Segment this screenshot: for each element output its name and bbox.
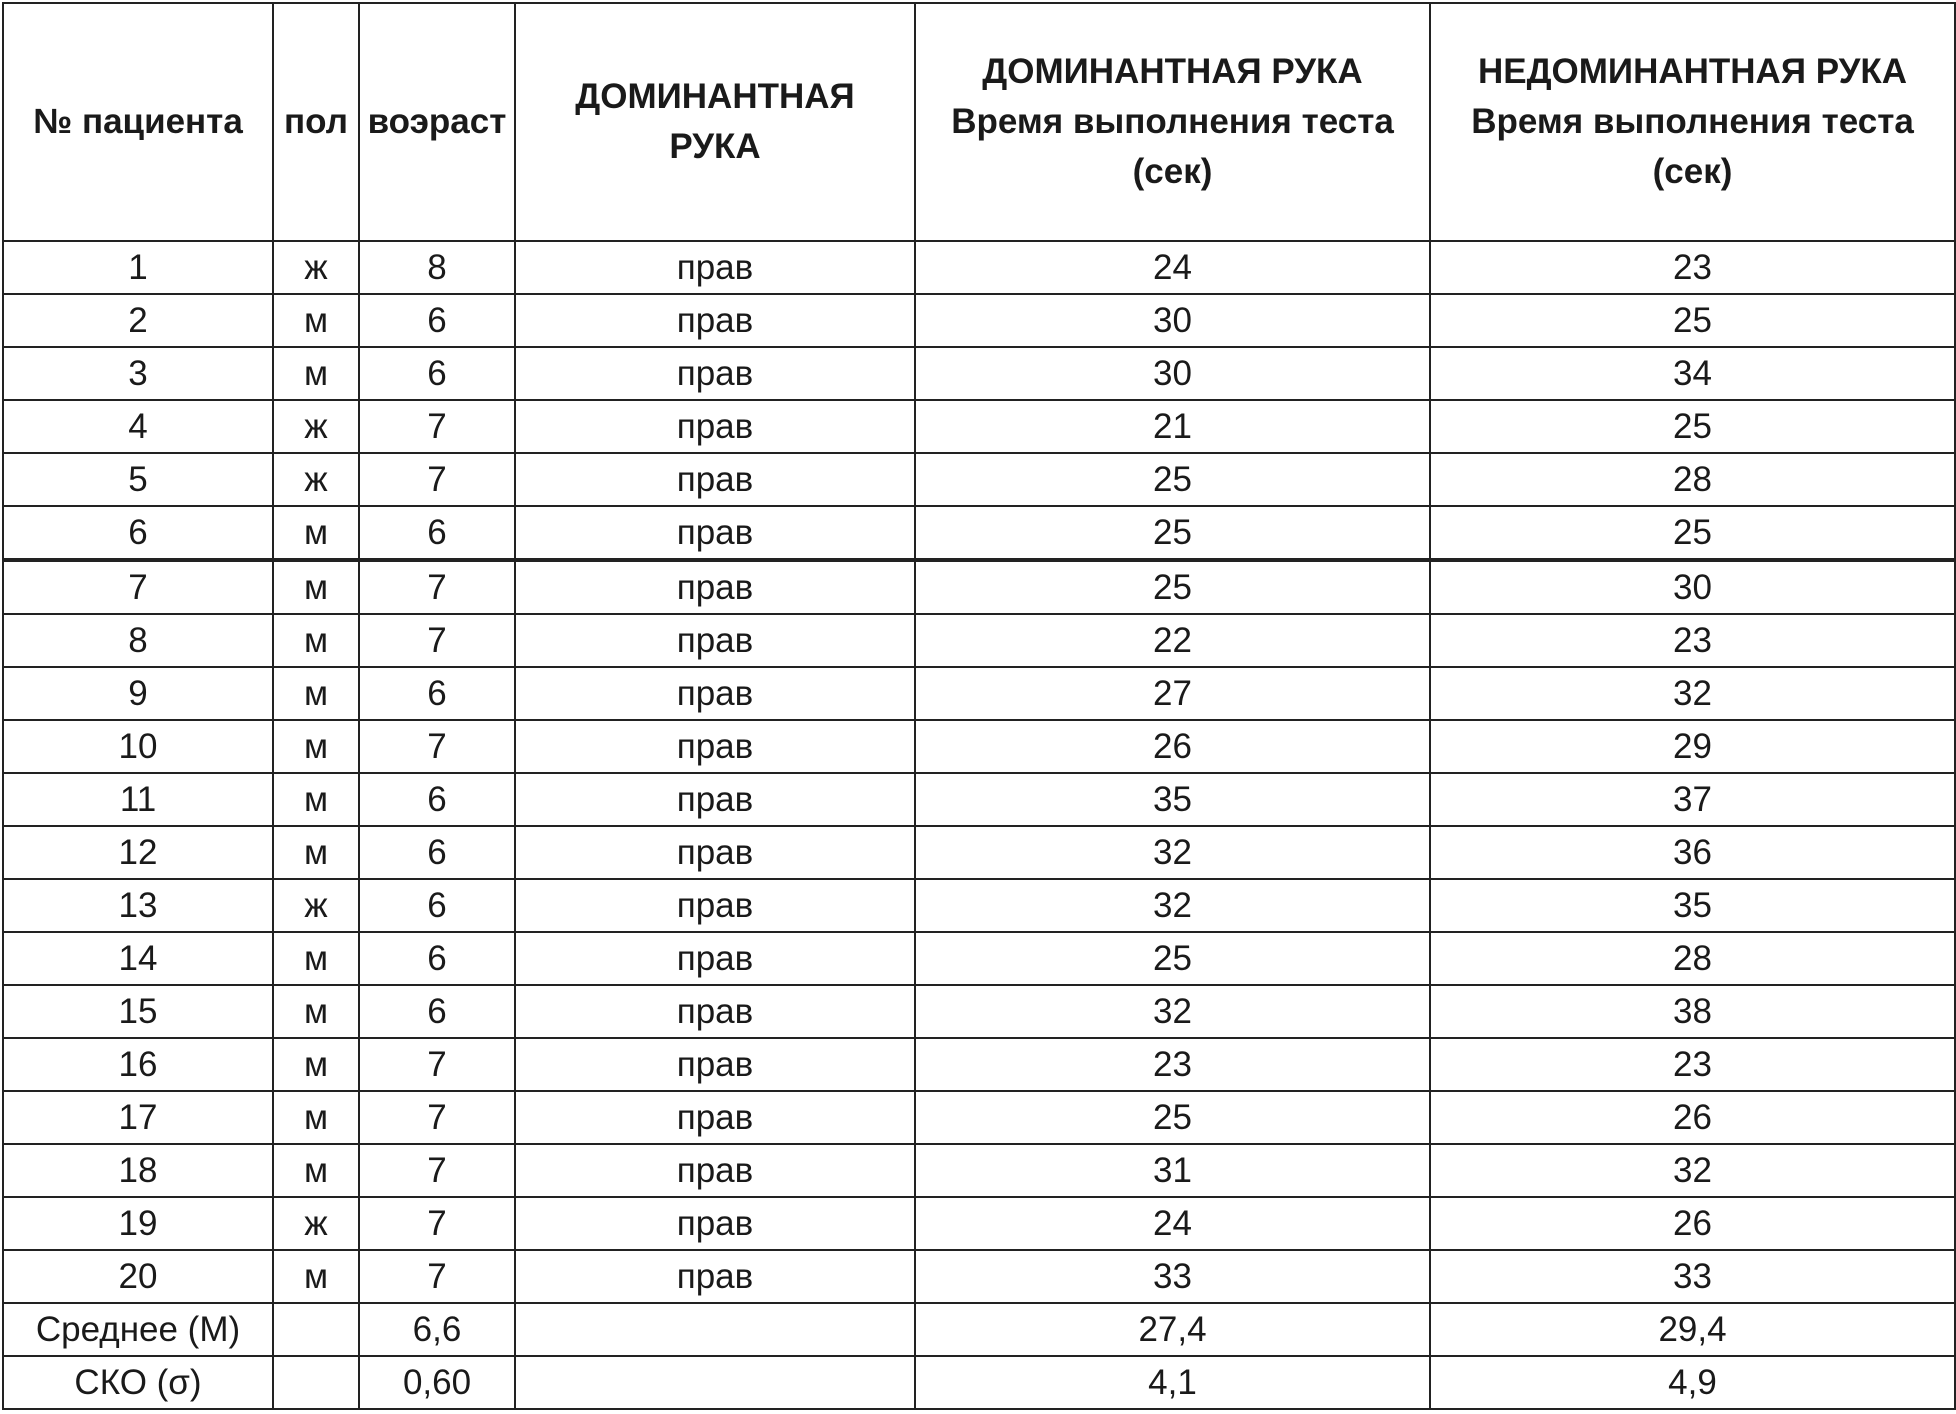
summary-cell (515, 1356, 915, 1409)
dominant-time-cell: 32 (915, 826, 1430, 879)
dominant-time-cell: 24 (915, 1197, 1430, 1250)
summary-cell: 29,4 (1430, 1303, 1955, 1356)
age-cell: 6 (359, 932, 515, 985)
patient-number-cell: 20 (3, 1250, 273, 1303)
dominant-hand-cell: прав (515, 453, 915, 506)
sex-cell: м (273, 720, 359, 773)
patient-data-table (2, 2, 1956, 1410)
table-row (3, 560, 1955, 614)
patient-number-cell: 11 (3, 773, 273, 826)
table-row (3, 879, 1955, 932)
patient-number-cell: 19 (3, 1197, 273, 1250)
patient-number-cell: 3 (3, 347, 273, 400)
header-line: (сек) (1132, 152, 1213, 191)
dominant-hand-header (515, 3, 915, 241)
nondominant-time-cell: 32 (1430, 1144, 1955, 1197)
patient-number-cell: 13 (3, 879, 273, 932)
age-cell: 6 (359, 985, 515, 1038)
table-row (3, 985, 1955, 1038)
nondominant-time-cell: 32 (1430, 667, 1955, 720)
dominant-time-cell: 35 (915, 773, 1430, 826)
dominant-hand-cell: прав (515, 1250, 915, 1303)
table-row (3, 1250, 1955, 1303)
header-line: (сек) (1652, 152, 1733, 191)
patient-number-cell: 16 (3, 1038, 273, 1091)
sex-cell: м (273, 932, 359, 985)
age-cell: 6 (359, 506, 515, 560)
table-row (3, 241, 1955, 294)
dominant-time-cell: 21 (915, 400, 1430, 453)
age-cell: 8 (359, 241, 515, 294)
dominant-hand-cell: прав (515, 1038, 915, 1091)
dominant-time-cell: 23 (915, 1038, 1430, 1091)
nondominant-time-cell: 33 (1430, 1250, 1955, 1303)
header-line: пол (284, 102, 348, 141)
patient-number-cell: 1 (3, 241, 273, 294)
summary-label: СКО (σ) (3, 1356, 273, 1409)
table-row (3, 506, 1955, 560)
dominant-time-cell: 25 (915, 453, 1430, 506)
table-row (3, 1091, 1955, 1144)
dominant-hand-cell: прав (515, 1144, 915, 1197)
sex-cell: м (273, 1091, 359, 1144)
age-cell: 7 (359, 453, 515, 506)
sex-cell: ж (273, 879, 359, 932)
dominant-hand-cell: прав (515, 506, 915, 560)
nondominant-time-cell: 38 (1430, 985, 1955, 1038)
age-cell: 6 (359, 773, 515, 826)
patient-number-cell: 15 (3, 985, 273, 1038)
summary-cell: 4,1 (915, 1356, 1430, 1409)
patient-number-cell: 12 (3, 826, 273, 879)
dominant-time-cell: 30 (915, 294, 1430, 347)
sex-cell: ж (273, 453, 359, 506)
age-cell: 7 (359, 720, 515, 773)
sex-cell: м (273, 347, 359, 400)
age-cell: 7 (359, 560, 515, 614)
summary-cell: 27,4 (915, 1303, 1430, 1356)
header-line: ДОМИНАНТНАЯ РУКА (982, 52, 1363, 91)
header-line: воэраст (367, 102, 507, 141)
dominant-time-cell: 33 (915, 1250, 1430, 1303)
sex-cell: ж (273, 400, 359, 453)
patient-number-cell: 14 (3, 932, 273, 985)
dominant-hand-cell: прав (515, 720, 915, 773)
table-row (3, 773, 1955, 826)
nondominant-time-cell: 23 (1430, 614, 1955, 667)
nondominant-time-cell: 26 (1430, 1197, 1955, 1250)
nondominant-time-cell: 25 (1430, 400, 1955, 453)
nondominant-time-cell: 25 (1430, 506, 1955, 560)
header-line: НЕДОМИНАНТНАЯ РУКА (1477, 52, 1908, 91)
dominant-hand-cell: прав (515, 932, 915, 985)
summary-cell (273, 1303, 359, 1356)
table-row (3, 1197, 1955, 1250)
age-cell: 6 (359, 667, 515, 720)
age-cell: 6 (359, 294, 515, 347)
nondominant-time-cell: 28 (1430, 932, 1955, 985)
nondominant-time-cell: 26 (1430, 1091, 1955, 1144)
table-row (3, 453, 1955, 506)
dominant-hand-cell: прав (515, 614, 915, 667)
patient-number-cell: 6 (3, 506, 273, 560)
dominant-hand-cell: прав (515, 826, 915, 879)
nondominant-time-cell: 37 (1430, 773, 1955, 826)
dominant-time-cell: 25 (915, 560, 1430, 614)
patient-number-cell: 2 (3, 294, 273, 347)
dominant-hand-cell: прав (515, 241, 915, 294)
dominant-time-cell: 25 (915, 506, 1430, 560)
header-line: РУКА (669, 127, 761, 166)
summary-cell: 0,60 (359, 1356, 515, 1409)
dominant-hand-cell: прав (515, 560, 915, 614)
patient-number-cell: 9 (3, 667, 273, 720)
sex-cell: м (273, 667, 359, 720)
sex-cell: м (273, 614, 359, 667)
table-row (3, 614, 1955, 667)
dominant-time-cell: 30 (915, 347, 1430, 400)
summary-cell (273, 1356, 359, 1409)
sex-header (273, 3, 359, 241)
age-cell: 7 (359, 614, 515, 667)
dominant-time-cell: 31 (915, 1144, 1430, 1197)
std-dev-row (3, 1356, 1955, 1409)
age-cell: 6 (359, 879, 515, 932)
age-header (359, 3, 515, 241)
dominant-hand-cell: прав (515, 667, 915, 720)
sex-cell: м (273, 294, 359, 347)
dominant-hand-cell: прав (515, 879, 915, 932)
nondominant-time-cell: 34 (1430, 347, 1955, 400)
dominant-time-cell: 25 (915, 1091, 1430, 1144)
summary-cell: 6,6 (359, 1303, 515, 1356)
nondominant-time-cell: 35 (1430, 879, 1955, 932)
age-cell: 7 (359, 1091, 515, 1144)
dominant-time-cell: 26 (915, 720, 1430, 773)
header-line: № пациента (33, 102, 243, 141)
age-cell: 7 (359, 1038, 515, 1091)
age-cell: 6 (359, 826, 515, 879)
dominant-time-cell: 32 (915, 985, 1430, 1038)
dominant-hand-cell: прав (515, 985, 915, 1038)
nondominant-time-cell: 29 (1430, 720, 1955, 773)
patient-number-cell: 4 (3, 400, 273, 453)
dominant-hand-cell: прав (515, 400, 915, 453)
sex-cell: м (273, 506, 359, 560)
summary-cell: 4,9 (1430, 1356, 1955, 1409)
table-row (3, 932, 1955, 985)
nondominant-time-cell: 30 (1430, 560, 1955, 614)
sex-cell: м (273, 985, 359, 1038)
dominant-time-cell: 32 (915, 879, 1430, 932)
patient-number-cell: 18 (3, 1144, 273, 1197)
dominant-hand-cell: прав (515, 294, 915, 347)
sex-cell: м (273, 1038, 359, 1091)
nondominant-time-cell: 23 (1430, 241, 1955, 294)
sex-cell: м (273, 1144, 359, 1197)
nondominant-time-cell: 23 (1430, 1038, 1955, 1091)
table-row (3, 667, 1955, 720)
patient-number-cell: 10 (3, 720, 273, 773)
table-row (3, 347, 1955, 400)
dominant-hand-cell: прав (515, 1091, 915, 1144)
table-row (3, 294, 1955, 347)
dominant-time-cell: 22 (915, 614, 1430, 667)
sex-cell: м (273, 826, 359, 879)
patient-number-cell: 5 (3, 453, 273, 506)
header-line: ДОМИНАНТНАЯ (575, 77, 855, 116)
age-cell: 7 (359, 1144, 515, 1197)
mean-row (3, 1303, 1955, 1356)
dominant-hand-cell: прав (515, 1197, 915, 1250)
sex-cell: ж (273, 1197, 359, 1250)
age-cell: 7 (359, 1250, 515, 1303)
header-line: Время выполнения теста (951, 102, 1394, 141)
header-line: Время выполнения теста (1471, 102, 1914, 141)
sex-cell: м (273, 560, 359, 614)
header-row (3, 3, 1955, 241)
patient-number-cell: 17 (3, 1091, 273, 1144)
patient-number-cell: 8 (3, 614, 273, 667)
table-row (3, 1038, 1955, 1091)
table-row (3, 720, 1955, 773)
age-cell: 7 (359, 1197, 515, 1250)
nondominant-time-cell: 36 (1430, 826, 1955, 879)
table-row (3, 1144, 1955, 1197)
dominant-hand-time-header (915, 3, 1430, 241)
summary-label: Среднее (М) (3, 1303, 273, 1356)
table-body (3, 241, 1955, 1409)
age-cell: 7 (359, 400, 515, 453)
dominant-hand-cell: прав (515, 773, 915, 826)
sex-cell: м (273, 773, 359, 826)
sex-cell: м (273, 1250, 359, 1303)
nondominant-time-cell: 25 (1430, 294, 1955, 347)
dominant-time-cell: 24 (915, 241, 1430, 294)
patient-number-cell: 7 (3, 560, 273, 614)
patient-number-header (3, 3, 273, 241)
table-row (3, 400, 1955, 453)
age-cell: 6 (359, 347, 515, 400)
dominant-hand-cell: прав (515, 347, 915, 400)
dominant-time-cell: 25 (915, 932, 1430, 985)
summary-cell (515, 1303, 915, 1356)
sex-cell: ж (273, 241, 359, 294)
table-row (3, 826, 1955, 879)
dominant-time-cell: 27 (915, 667, 1430, 720)
nondominant-hand-time-header (1430, 3, 1955, 241)
nondominant-time-cell: 28 (1430, 453, 1955, 506)
